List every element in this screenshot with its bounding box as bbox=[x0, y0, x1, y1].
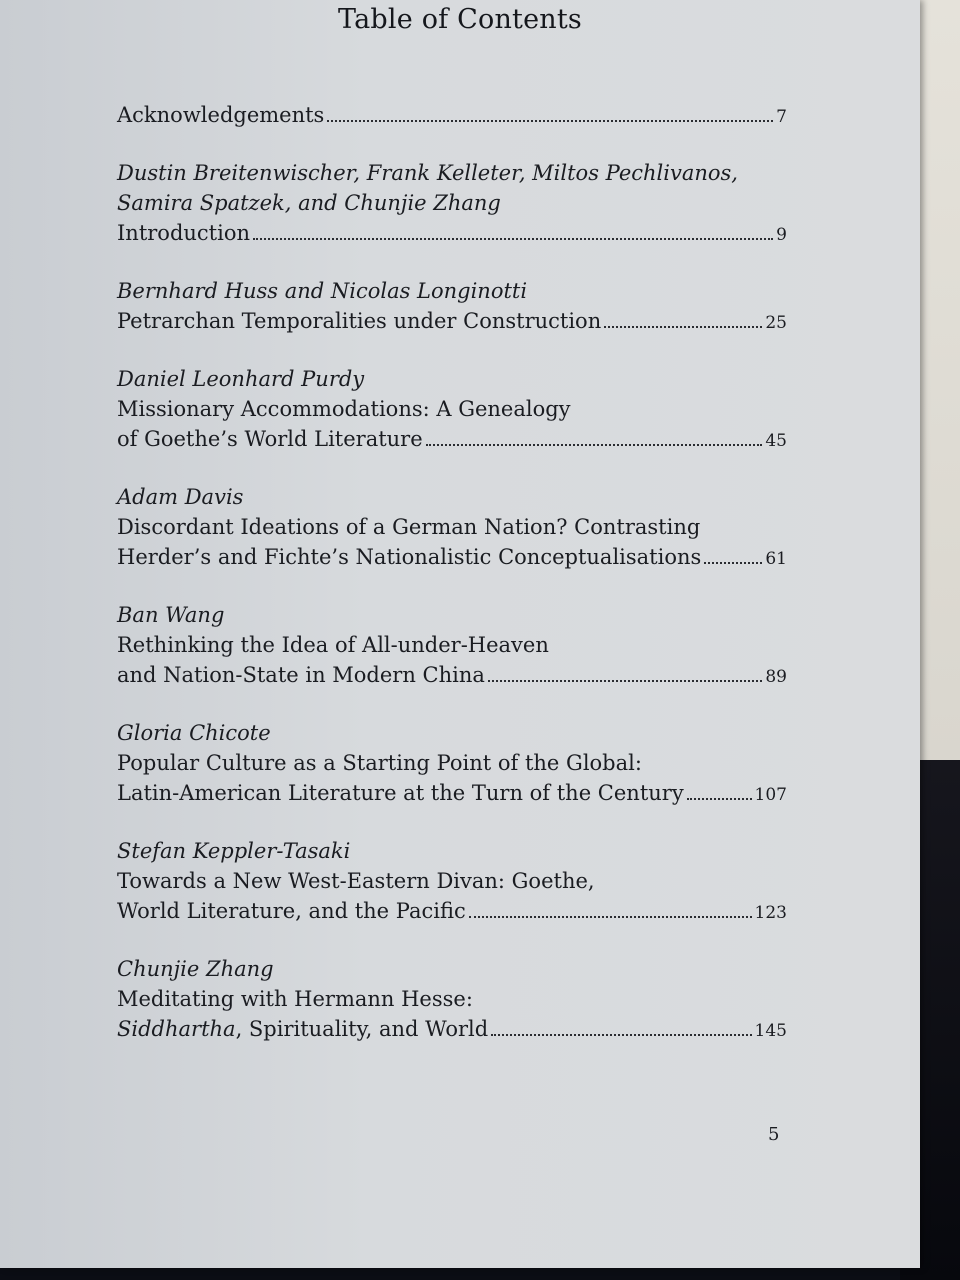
dot-leader bbox=[469, 915, 752, 918]
toc-page-number: 9 bbox=[776, 225, 787, 245]
toc-page-number: 145 bbox=[754, 1021, 787, 1041]
toc-title-text bbox=[117, 1014, 488, 1044]
toc-title-final-line bbox=[117, 306, 787, 338]
toc-title-line: Rethinking the Idea of All-under-Heaven bbox=[117, 633, 549, 657]
toc-title-final-line bbox=[117, 1014, 787, 1046]
toc-author: Stefan Keppler-Tasaki bbox=[117, 839, 351, 863]
toc-entry bbox=[117, 100, 787, 132]
toc-page-number: 89 bbox=[765, 667, 787, 687]
toc-title-final-line bbox=[117, 218, 787, 250]
toc-title-line: Missionary Accommodations: A Genealogy bbox=[117, 397, 571, 421]
toc-author: Bernhard Huss and Nicolas Longinotti bbox=[117, 279, 528, 303]
toc-title-rest: Acknowledgements bbox=[117, 103, 325, 127]
toc-entry bbox=[117, 158, 787, 250]
toc-title-rest: , Spirituality, and World bbox=[235, 1017, 489, 1041]
toc-title-rest: World Literature, and the Pacific bbox=[117, 899, 466, 923]
toc-author: Dustin Breitenwischer, Frank Kelleter, Miltos Pechlivanos, bbox=[117, 161, 738, 185]
page-title: Table of Contents bbox=[338, 4, 582, 35]
toc-entry bbox=[117, 954, 787, 1046]
toc-author: Samira Spatzek, and Chunjie Zhang bbox=[117, 191, 501, 215]
toc-title-rest: Latin-American Literature at the Turn of the Century bbox=[117, 781, 684, 805]
toc-page-number: 25 bbox=[765, 313, 787, 333]
toc-title-text bbox=[117, 424, 423, 454]
dot-leader bbox=[491, 1033, 751, 1036]
toc-entry bbox=[117, 276, 787, 338]
toc-title-rest: and Nation-State in Modern China bbox=[117, 663, 485, 687]
toc-title-text bbox=[117, 778, 684, 808]
toc-title-text bbox=[117, 896, 466, 926]
dot-leader bbox=[327, 119, 773, 122]
dot-leader bbox=[488, 679, 762, 682]
toc-author: Gloria Chicote bbox=[117, 721, 271, 745]
footer-page-number: 5 bbox=[768, 1124, 780, 1145]
toc-title-rest: Introduction bbox=[117, 221, 250, 245]
dot-leader bbox=[253, 237, 773, 240]
toc-title-text bbox=[117, 100, 324, 130]
toc-entry bbox=[117, 600, 787, 692]
dot-leader bbox=[687, 797, 752, 800]
toc-title-final-line bbox=[117, 424, 787, 456]
toc-title-line: Towards a New West-Eastern Divan: Goethe, bbox=[117, 869, 595, 893]
dot-leader bbox=[704, 561, 762, 564]
toc-title-rest: Herder’s and Fichte’s Nationalistic Conceptualisations bbox=[117, 545, 702, 569]
toc-title-line: Meditating with Hermann Hesse: bbox=[117, 987, 473, 1011]
toc-entry bbox=[117, 718, 787, 810]
dot-leader bbox=[426, 443, 763, 446]
toc-title-final-line bbox=[117, 100, 787, 132]
toc-title-italic: Siddhartha bbox=[117, 1017, 236, 1041]
toc-entry bbox=[117, 482, 787, 574]
toc-title-final-line bbox=[117, 542, 787, 574]
toc-page-number: 123 bbox=[754, 903, 787, 923]
toc-author: Ban Wang bbox=[117, 603, 225, 627]
toc-title-rest: of Goethe’s World Literature bbox=[117, 427, 423, 451]
toc-entry bbox=[117, 836, 787, 928]
toc-author: Adam Davis bbox=[117, 485, 244, 509]
toc-title-final-line bbox=[117, 660, 787, 692]
toc-title-line: Popular Culture as a Starting Point of the Global: bbox=[117, 751, 642, 775]
toc-entry bbox=[117, 364, 787, 456]
dot-leader bbox=[604, 325, 762, 328]
toc-title-text bbox=[117, 306, 601, 336]
toc-title-text bbox=[117, 542, 701, 572]
toc-page-number: 61 bbox=[765, 549, 787, 569]
toc-title-text bbox=[117, 660, 485, 690]
toc-title-final-line bbox=[117, 778, 787, 810]
toc-page-number: 7 bbox=[776, 107, 787, 127]
toc-title-line: Discordant Ideations of a German Nation? Contrasting bbox=[117, 515, 701, 539]
toc-author: Daniel Leonhard Purdy bbox=[117, 367, 365, 391]
toc-list bbox=[117, 100, 787, 1072]
toc-page-number: 107 bbox=[754, 785, 787, 805]
toc-title-rest: Petrarchan Temporalities under Construction bbox=[117, 309, 602, 333]
toc-author: Chunjie Zhang bbox=[117, 957, 274, 981]
toc-page-number: 45 bbox=[765, 431, 787, 451]
toc-title-text bbox=[117, 218, 250, 248]
toc-title-final-line bbox=[117, 896, 787, 928]
